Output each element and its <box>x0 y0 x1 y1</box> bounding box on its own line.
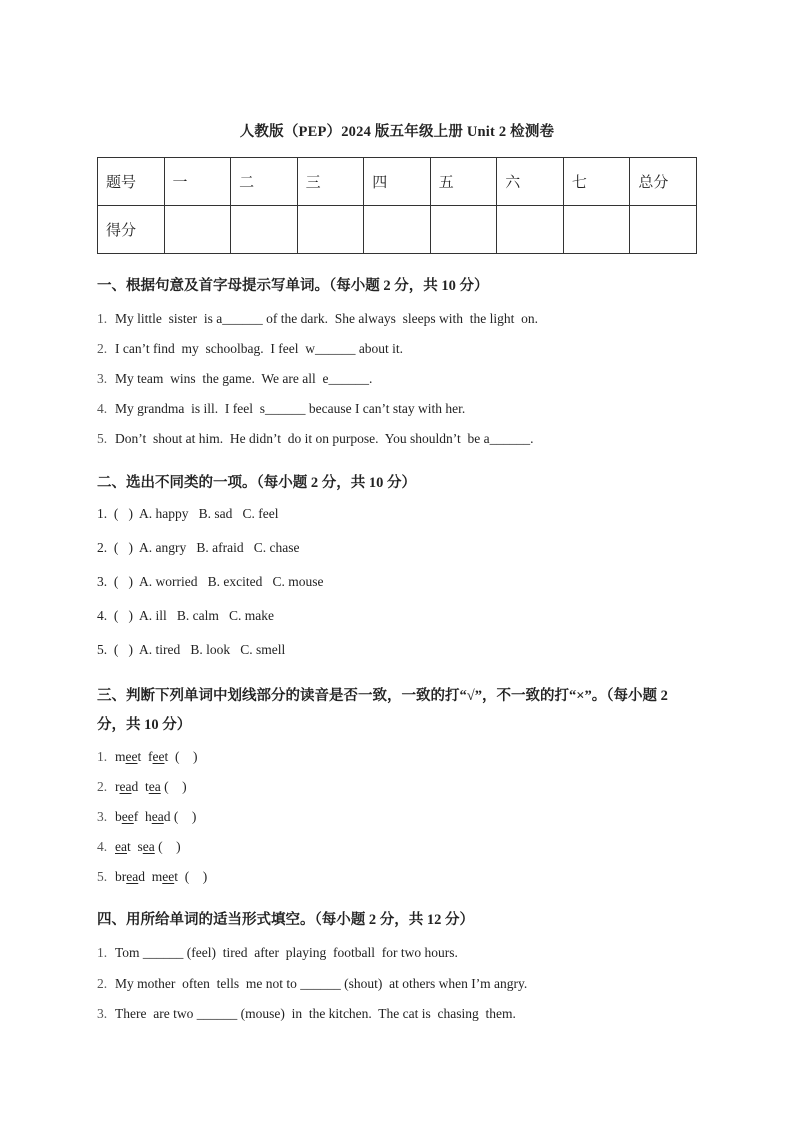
word-1: beef <box>115 809 139 824</box>
score-table <box>97 157 697 254</box>
section-2-question-4: 4. ( ) A. ill B. calm C. make <box>97 608 274 623</box>
question-number: 4. <box>97 401 108 416</box>
word-1: meet <box>115 749 142 764</box>
question-number: 3. <box>97 371 108 386</box>
score-table-header-row <box>98 158 697 206</box>
word-2: head <box>144 809 171 824</box>
question-number: 2. <box>97 341 108 356</box>
question-text: There are two ______ (mouse) in the kitchen. The cat is chasing them. <box>115 1006 516 1021</box>
section-4-question-3 <box>97 1006 516 1022</box>
section-2-question-3: 3. ( ) A. worried B. excited C. mouse <box>97 574 324 589</box>
section-3-question-4 <box>97 839 181 855</box>
question-text: My little sister is a______ of the dark. She always sleeps with the light on. <box>115 311 538 326</box>
word-2: tea <box>144 779 161 794</box>
score-cell[interactable] <box>497 206 564 254</box>
section-1-question-5 <box>97 431 534 447</box>
section-1-question-3 <box>97 371 372 387</box>
section-3-question-3 <box>97 809 196 825</box>
question-text: Don’t shout at him. He didn’t do it on purpose. You shouldn’t be a______. <box>115 431 534 446</box>
section-1-question-4 <box>97 401 465 417</box>
question-number: 1. <box>97 311 108 326</box>
question-number: 5. <box>97 869 108 884</box>
question-number: 1. <box>97 945 108 960</box>
section-2-question-1: 1. ( ) A. happy B. sad C. feel <box>97 506 279 521</box>
section-2-question-5: 5. ( ) A. tired B. look C. smell <box>97 642 286 657</box>
section-2-question-2: 2. ( ) A. angry B. afraid C. chase <box>97 540 300 555</box>
header-cell: 题号 <box>98 158 165 206</box>
word-2: meet <box>151 869 178 884</box>
header-cell: 五 <box>430 158 497 206</box>
section-1-heading: 一、根据句意及首字母提示写单词。（每小题 2 分，共 10 分） <box>97 278 489 294</box>
score-cell[interactable] <box>364 206 431 254</box>
question-number: 2. <box>97 976 108 991</box>
section-3-question-2 <box>97 779 187 795</box>
word-2: sea <box>137 839 155 854</box>
score-cell[interactable] <box>563 206 630 254</box>
word-2: feet <box>148 749 169 764</box>
question-text: My team wins the game. We are all e______. <box>115 371 373 386</box>
score-table-score-row <box>98 206 697 254</box>
section-2-heading: 二、选出不同类的一项。（每小题 2 分，共 10 分） <box>97 475 416 491</box>
answer-bracket[interactable]: ( ) <box>160 779 187 794</box>
question-text: Tom ______ (feel) tired after playing football for two hours. <box>115 945 458 960</box>
score-row-label: 得分 <box>98 206 165 254</box>
section-3-question-1 <box>97 749 198 765</box>
header-cell: 四 <box>364 158 431 206</box>
header-cell: 七 <box>563 158 630 206</box>
section-3-question-5 <box>97 869 207 885</box>
question-number: 2. <box>97 779 108 794</box>
word-1: read <box>115 779 139 794</box>
word-1: bread <box>115 869 145 884</box>
header-cell: 总分 <box>630 158 697 206</box>
question-text: I can’t find my schoolbag. I feel w______ about it. <box>115 341 404 356</box>
answer-bracket[interactable]: ( ) <box>178 869 208 884</box>
section-1-question-1 <box>97 311 538 327</box>
header-cell: 六 <box>497 158 564 206</box>
score-cell[interactable] <box>430 206 497 254</box>
word-1: eat <box>115 839 131 854</box>
section-4-question-1 <box>97 945 458 961</box>
question-number: 5. <box>97 431 108 446</box>
score-cell[interactable] <box>164 206 231 254</box>
question-number: 1. <box>97 749 108 764</box>
section-1-question-2 <box>97 341 403 357</box>
header-cell: 二 <box>231 158 298 206</box>
answer-bracket[interactable]: ( ) <box>170 809 197 824</box>
header-cell: 一 <box>164 158 231 206</box>
score-cell[interactable] <box>297 206 364 254</box>
question-text: My mother often tells me not to ______ (shout) at others when I’m angry. <box>115 976 528 991</box>
header-cell: 三 <box>297 158 364 206</box>
page-title: 人教版（PEP）2024 版五年级上册 Unit 2 检测卷 <box>239 124 555 140</box>
section-3-heading: 三、判断下列单词中划线部分的读音是否一致，一致的打“√”，不一致的打“×”。（每小题 2 分，共 10 分） <box>97 688 668 733</box>
question-number: 3. <box>97 1006 108 1021</box>
answer-bracket[interactable]: ( ) <box>168 749 198 764</box>
section-4-question-2 <box>97 976 527 992</box>
score-cell[interactable] <box>231 206 298 254</box>
question-text: My grandma is ill. I feel s______ because I can’t stay with her. <box>115 401 466 416</box>
score-cell[interactable] <box>630 206 697 254</box>
question-number: 4. <box>97 839 108 854</box>
question-number: 3. <box>97 809 108 824</box>
section-4-heading: 四、用所给单词的适当形式填空。（每小题 2 分，共 12 分） <box>97 912 474 928</box>
answer-bracket[interactable]: ( ) <box>154 839 181 854</box>
